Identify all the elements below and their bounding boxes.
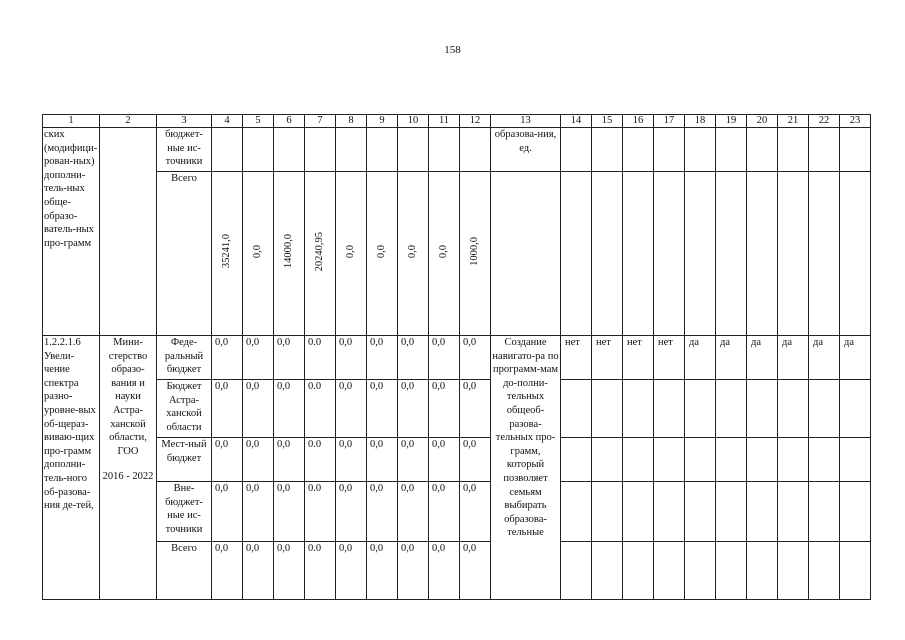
value-cell: 0,0 — [398, 482, 429, 542]
funding-source-cell: бюджет-ные ис-точники — [157, 128, 212, 172]
indicator-cell — [747, 438, 778, 482]
indicator-cell — [592, 380, 623, 438]
value-cell — [398, 172, 429, 336]
indicator-cell — [561, 542, 592, 600]
value-cell: 0,0 — [429, 380, 460, 438]
indicator-cell — [840, 482, 871, 542]
indicator-cell: да — [778, 336, 809, 380]
header-cell: 3 — [157, 115, 212, 128]
header-cell: 22 — [809, 115, 840, 128]
indicator-cell — [778, 438, 809, 482]
value-cell: 0,0 — [460, 380, 491, 438]
value-cell: 0,0 — [212, 438, 243, 482]
indicator-cell — [592, 172, 623, 336]
indicator-cell — [747, 172, 778, 336]
header-cell: 9 — [367, 115, 398, 128]
header-cell: 23 — [840, 115, 871, 128]
header-cell: 10 — [398, 115, 429, 128]
value-cell: 0,0 — [460, 542, 491, 600]
value-text: 0,0 — [438, 244, 449, 258]
value-cell — [429, 128, 460, 172]
header-cell: 2 — [100, 115, 157, 128]
indicator-cell — [623, 482, 654, 542]
value-cell: 0,0 — [429, 336, 460, 380]
indicator-cell — [809, 172, 840, 336]
indicator-cell — [592, 128, 623, 172]
table-row — [43, 128, 871, 172]
indicator-cell: нет — [561, 336, 592, 380]
indicator-cell — [685, 128, 716, 172]
indicator-cell — [840, 438, 871, 482]
table-row — [43, 542, 871, 600]
value-cell: 0,0 — [212, 380, 243, 438]
indicator-cell — [840, 380, 871, 438]
executor-period: 2016 - 2022 — [102, 471, 154, 483]
value-text: 1000,0 — [469, 236, 480, 266]
indicator-cell — [561, 482, 592, 542]
header-cell: 19 — [716, 115, 747, 128]
header-cell: 6 — [274, 115, 305, 128]
indicator-cell — [623, 380, 654, 438]
indicator-cell — [840, 542, 871, 600]
indicator-cell — [592, 542, 623, 600]
indicator-cell — [716, 438, 747, 482]
value-cell: 0,0 — [460, 482, 491, 542]
value-cell: 0.0 — [305, 438, 336, 482]
value-cell: 0.0 — [305, 542, 336, 600]
indicator-cell: нет — [654, 336, 685, 380]
indicator-cell — [561, 128, 592, 172]
indicator-cell — [685, 438, 716, 482]
header-cell: 8 — [336, 115, 367, 128]
indicator-cell — [654, 438, 685, 482]
indicator-cell — [716, 542, 747, 600]
value-cell: 0,0 — [243, 542, 274, 600]
indicator-cell — [623, 542, 654, 600]
indicator-cell: да — [840, 336, 871, 380]
value-cell: 0,0 — [398, 542, 429, 600]
indicator-cell — [716, 128, 747, 172]
value-cell: 0,0 — [212, 542, 243, 600]
value-cell — [212, 128, 243, 172]
value-cell — [305, 128, 336, 172]
header-cell: 12 — [460, 115, 491, 128]
value-cell — [212, 172, 243, 336]
header-cell: 14 — [561, 115, 592, 128]
value-cell: 0,0 — [336, 438, 367, 482]
value-cell: 0,0 — [429, 542, 460, 600]
value-cell — [367, 128, 398, 172]
indicator-cell — [623, 128, 654, 172]
indicator-cell — [747, 380, 778, 438]
indicator-cell — [592, 438, 623, 482]
value-cell: 0,0 — [367, 336, 398, 380]
indicator-cell — [809, 128, 840, 172]
value-cell: 0,0 — [429, 438, 460, 482]
indicator-cell — [716, 482, 747, 542]
funding-source-cell: Бюджет Астра-ханской области — [157, 380, 212, 438]
value-cell: 0,0 — [367, 542, 398, 600]
indicator-cell: нет — [592, 336, 623, 380]
indicator-cell — [747, 482, 778, 542]
indicator-cell — [561, 172, 592, 336]
indicator-cell — [778, 128, 809, 172]
value-cell: 0,0 — [398, 380, 429, 438]
indicator-cell — [561, 380, 592, 438]
header-cell: 20 — [747, 115, 778, 128]
header-cell: 11 — [429, 115, 460, 128]
value-cell — [367, 172, 398, 336]
value-text: 35241,0 — [221, 234, 232, 269]
result-cell: образова-ния, ед. — [491, 128, 561, 172]
header-cell: 21 — [778, 115, 809, 128]
value-cell: 0,0 — [460, 438, 491, 482]
indicator-cell — [654, 172, 685, 336]
indicator-cell — [809, 542, 840, 600]
value-text: 0,0 — [407, 244, 418, 258]
indicator-cell — [654, 482, 685, 542]
value-cell: 0,0 — [398, 336, 429, 380]
indicator-cell — [809, 438, 840, 482]
indicator-cell: нет — [623, 336, 654, 380]
value-cell: 0,0 — [243, 380, 274, 438]
value-cell — [243, 128, 274, 172]
header-cell: 17 — [654, 115, 685, 128]
header-row — [43, 115, 871, 128]
value-text: 0,0 — [252, 244, 263, 258]
value-cell: 0,0 — [336, 482, 367, 542]
measure-name-cell: ских (модифици-рован-ных) дополни-тель-ных обще-образо-ватель-ных про-грамм — [43, 128, 100, 336]
page-number: 158 — [444, 44, 461, 56]
funding-source-cell: Всего — [157, 172, 212, 336]
value-text: 0,0 — [376, 244, 387, 258]
indicator-cell: да — [716, 336, 747, 380]
value-cell: 0,0 — [336, 336, 367, 380]
header-cell: 18 — [685, 115, 716, 128]
value-cell — [460, 128, 491, 172]
indicator-cell — [561, 438, 592, 482]
table-row — [43, 172, 871, 336]
indicator-cell — [778, 542, 809, 600]
indicator-cell: да — [809, 336, 840, 380]
value-cell: 0,0 — [274, 438, 305, 482]
indicator-cell — [685, 482, 716, 542]
value-cell: 0.0 — [305, 482, 336, 542]
indicator-cell — [685, 172, 716, 336]
value-cell — [243, 172, 274, 336]
value-cell: 0,0 — [274, 482, 305, 542]
indicator-cell — [778, 172, 809, 336]
indicator-cell — [685, 380, 716, 438]
value-text: 20240,95 — [314, 231, 325, 271]
indicator-cell — [716, 380, 747, 438]
indicator-cell — [809, 482, 840, 542]
header-cell: 13 — [491, 115, 561, 128]
value-cell — [429, 172, 460, 336]
indicator-cell — [778, 380, 809, 438]
indicator-cell — [623, 172, 654, 336]
funding-source-cell: Мест-ный бюджет — [157, 438, 212, 482]
value-cell: 0,0 — [274, 380, 305, 438]
indicator-cell — [747, 128, 778, 172]
value-cell: 0,0 — [243, 482, 274, 542]
value-cell: 0,0 — [336, 542, 367, 600]
value-cell: 0,0 — [243, 438, 274, 482]
program-table — [42, 114, 871, 600]
executor-cell — [100, 336, 157, 600]
value-cell — [336, 128, 367, 172]
value-text: 14000,0 — [283, 234, 294, 269]
indicator-cell — [716, 172, 747, 336]
value-cell: 0.0 — [305, 380, 336, 438]
value-cell: 0,0 — [367, 482, 398, 542]
indicator-cell — [685, 542, 716, 600]
value-cell — [274, 128, 305, 172]
result-cell — [491, 172, 561, 336]
indicator-cell — [778, 482, 809, 542]
value-cell: 0,0 — [274, 542, 305, 600]
value-cell: 0,0 — [398, 438, 429, 482]
indicator-cell: да — [685, 336, 716, 380]
value-cell — [398, 128, 429, 172]
value-cell: 0.0 — [305, 336, 336, 380]
header-cell: 16 — [623, 115, 654, 128]
indicator-cell: да — [747, 336, 778, 380]
table-row — [43, 336, 871, 380]
value-text: 0,0 — [345, 244, 356, 258]
value-cell: 0,0 — [212, 482, 243, 542]
table-row — [43, 482, 871, 542]
value-cell: 0,0 — [274, 336, 305, 380]
table-row — [43, 438, 871, 482]
indicator-cell — [654, 380, 685, 438]
value-cell: 0,0 — [212, 336, 243, 380]
value-cell: 0,0 — [243, 336, 274, 380]
indicator-cell — [840, 172, 871, 336]
executor-name: Мини-стерство образо-вания и науки Астра-ханской области, ГОО — [108, 337, 148, 457]
indicator-cell — [592, 482, 623, 542]
funding-source-cell: Вне-бюджет-ные ис-точники — [157, 482, 212, 542]
header-cell: 7 — [305, 115, 336, 128]
value-cell — [274, 172, 305, 336]
header-cell: 5 — [243, 115, 274, 128]
measure-name-cell: 1.2.2.1.6 Увели-чение спектра разно-уровне-вых об-щераз-виваю-щих про-грамм дополни-тель-ного об-разова-ния де-тей, — [43, 336, 100, 600]
funding-source-cell: Феде-ральный бюджет — [157, 336, 212, 380]
value-cell: 0,0 — [460, 336, 491, 380]
header-cell: 4 — [212, 115, 243, 128]
indicator-cell — [840, 128, 871, 172]
value-cell: 0,0 — [336, 380, 367, 438]
indicator-cell — [809, 380, 840, 438]
result-cell: Создание навигато-ра по программ-мам до-полни-тельных общеоб-разова-тельных про-грамм, который позволяет семьям выбирать образова-тельные — [491, 336, 561, 600]
value-cell — [460, 172, 491, 336]
header-cell: 1 — [43, 115, 100, 128]
indicator-cell — [654, 128, 685, 172]
indicator-cell — [654, 542, 685, 600]
value-cell: 0,0 — [429, 482, 460, 542]
value-cell: 0,0 — [367, 380, 398, 438]
header-cell: 15 — [592, 115, 623, 128]
indicator-cell — [623, 438, 654, 482]
value-cell — [305, 172, 336, 336]
value-cell — [336, 172, 367, 336]
funding-source-cell: Всего — [157, 542, 212, 600]
value-cell: 0,0 — [367, 438, 398, 482]
executor-cell — [100, 128, 157, 336]
indicator-cell — [747, 542, 778, 600]
table-row — [43, 380, 871, 438]
